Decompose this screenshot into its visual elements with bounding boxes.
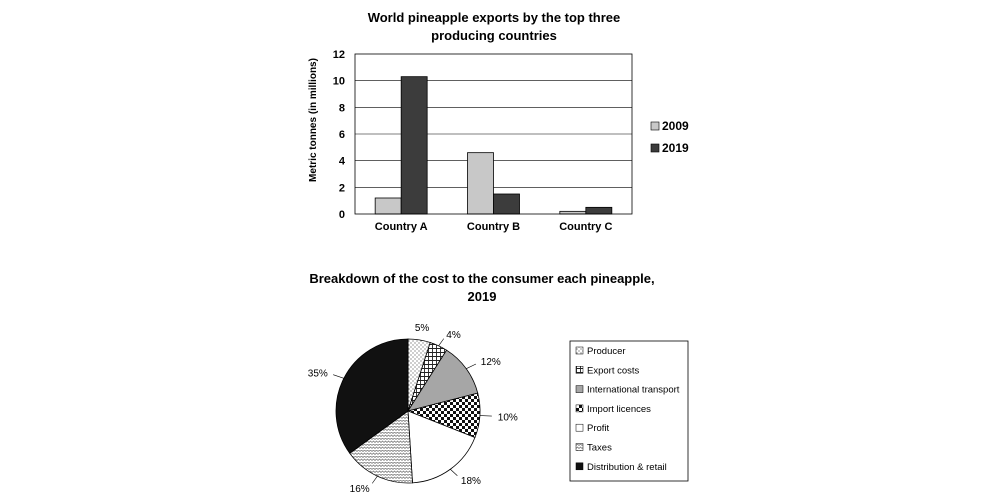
legend-swatch [576,386,583,393]
legend-swatch [576,424,583,431]
legend-swatch [576,366,583,373]
x-tick-label: Country C [559,221,613,233]
leader-line [333,375,344,379]
pie-value-label: 10% [497,412,518,424]
bar-country-a-2019 [401,77,427,214]
legend-item-import-licences [576,404,651,415]
legend-label-2019: 2019 [662,141,689,155]
x-tick-labels [375,221,613,233]
legend-swatch [576,444,583,451]
legend-label: Import licences [587,403,651,415]
bar-legend [651,119,689,155]
y-tick-label: 12 [332,49,345,61]
legend-item-2009 [651,119,689,133]
legend-swatch [576,405,583,412]
leader-line [480,416,492,417]
y-axis-label: Metric tonnes (in millions) [308,58,319,182]
legend-label: Taxes [587,442,612,454]
legend-swatch-2019 [651,144,659,152]
legend-swatch-2009 [651,122,659,130]
legend-label: International transport [587,384,680,396]
legend-item-international-transport [576,385,680,396]
bar-country-b-2009 [468,153,494,214]
y-tick-label: 2 [338,182,345,195]
y-tick-label: 6 [338,129,345,141]
pie-value-label: 16% [349,483,370,495]
bar-chart [308,10,689,233]
legend-item-2019 [651,141,689,155]
pie-chart [308,271,688,495]
legend-swatch [576,463,583,470]
y-tick-label: 0 [338,209,345,221]
legend-label: Distribution & retail [587,461,667,473]
leader-line [439,339,444,346]
pie-value-label: 35% [307,368,328,380]
legend-item-distribution-retail [576,462,667,473]
bar-country-b-2019 [494,194,520,214]
y-tick-labels [333,49,346,221]
leader-line [450,469,457,475]
legend-label: Profit [587,423,610,435]
bar-chart-title-line-2: producing countries [431,28,557,43]
bar-country-a-2009 [375,198,401,214]
bar-country-c-2019 [586,207,612,214]
leader-line [466,364,476,369]
y-tick-label: 4 [338,155,345,168]
leader-line [372,476,377,483]
x-tick-label: Country B [466,221,521,233]
legend-swatch [576,347,583,354]
x-tick-label: Country A [374,221,428,233]
pie-value-label: 4% [446,330,461,342]
pie-value-label: 12% [480,357,501,368]
bar-marks [375,77,612,214]
pie-chart-title-line-2: 2019 [467,289,497,304]
pie-value-label: 5% [414,323,430,334]
pie-value-label: 18% [460,475,481,487]
bar-chart-title-line-1: World pineapple exports by the top three [367,10,621,25]
pie-chart-title-line-1: Breakdown of the cost to the consumer each pineapple, [309,271,655,286]
legend-label: Producer [587,346,626,357]
pie-slices [336,339,480,483]
y-tick-label: 10 [332,75,345,88]
legend-label-2009: 2009 [662,119,689,133]
legend-label: Export costs [587,365,640,377]
y-tick-label: 8 [338,102,345,115]
